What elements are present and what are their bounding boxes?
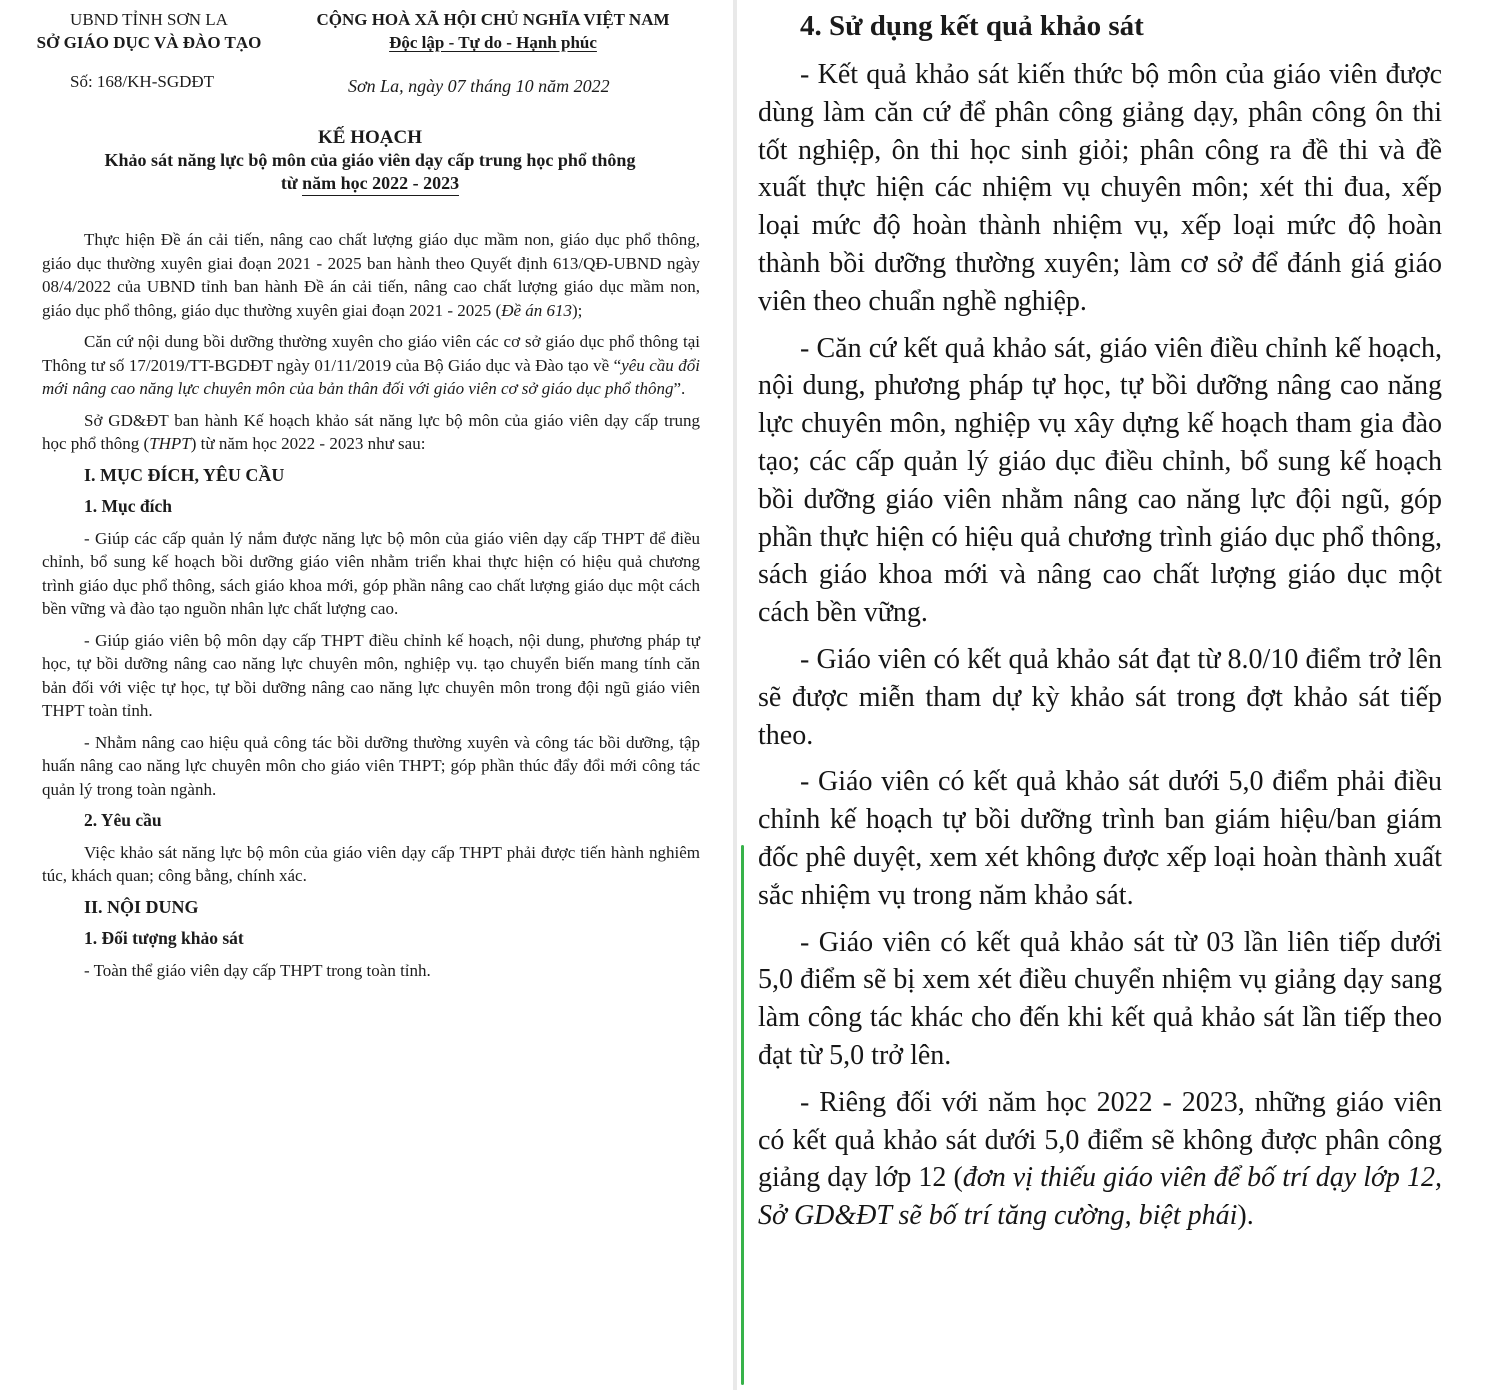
usage-paragraph-2: - Căn cứ kết quả khảo sát, giáo viên điều chỉnh kế hoạch, nội dung, phương pháp tự học, tự bồi dưỡng nâng cao năng lực chuyên môn, nghiệp vụ xây dựng kế hoạch tham gia đào tạo; các cấp quản lý giáo dục điều chỉnh, bổ sung kế hoạch bồi dưỡng giáo viên nhằm nâng cao năng lực đội ngũ, góp phần thực hiện có hiệu quả chương trình giáo dục phổ thông, sách giáo khoa mới và nâng cao chất lượng giáo dục một cách bền vững. (758, 332, 1442, 629)
intro-paragraph-1 (42, 228, 700, 322)
results-usage-heading: 4. Sử dụng kết quả khảo sát (800, 10, 1144, 42)
subsection-requirement: 2. Yêu cầu (84, 810, 162, 830)
intro-1-text: Thực hiện Đề án cải tiến, nâng cao chất lượng giáo dục mầm non, giáo dục phổ thông, giáo dục thường xuyên giai đoạn 2021 - 2025 ban hành theo Quyết định 613/QĐ-UBND ngày 08/4/2022 của UBND tỉnh ban hành Đề án cải tiến, nâng cao chất lượng giáo dục mầm non, giáo dục phổ thông, giáo dục thường xuyên giai đoạn 2021 - 2025 ( (42, 230, 700, 320)
left-body-text (42, 228, 700, 990)
usage-paragraph-6 (758, 1084, 1442, 1235)
document-date: Sơn La, ngày 07 tháng 10 năm 2022 (348, 76, 610, 96)
usage-paragraph-5: - Giáo viên có kết quả khảo sát từ 03 lần liên tiếp dưới 5,0 điểm sẽ bị xem xét điều chuyển nhiệm vụ giảng dạy sang làm công tác khác cho đến khi kết quả khảo sát lần tiếp theo đạt từ 5,0 trở lên. (758, 926, 1442, 1071)
national-header (288, 8, 698, 54)
usage-paragraph-4: - Giáo viên có kết quả khảo sát dưới 5,0 điểm phải điều chỉnh kế hoạch tự bồi dưỡng trình ban giám hiệu/ban giám đốc phê duyệt, xem xét không được xếp loại hoàn thành xuất sắc nhiệm vụ trong năm khảo sát. (758, 766, 1442, 911)
intro-3-end: ) từ năm học 2022 - 2023 như sau: (190, 434, 426, 453)
requirement-text: Việc khảo sát năng lực bộ môn của giáo viên dạy cấp THPT phải được tiến hành nghiêm túc, khách quan; công bằng, chính xác. (42, 842, 700, 885)
purpose-item-3: - Nhằm nâng cao hiệu quả công tác bồi dưỡng thường xuyên và công tác bồi dưỡng, tập huấn nâng cao năng lực chuyên môn cho giáo viên THPT; góp phần thúc đẩy đổi mới công tác quản lý trong toàn ngành. (42, 732, 700, 799)
right-body-text (758, 56, 1442, 1244)
green-annotation-line (741, 845, 744, 1385)
document-number: Số: 168/KH-SGDĐT (70, 72, 215, 91)
issuer-dept: SỞ GIÁO DỤC VÀ ĐÀO TẠO (36, 33, 262, 52)
purpose-item-1: - Giúp các cấp quản lý nắm được năng lực bộ môn của giáo viên dạy cấp THPT để điều chỉnh, bổ sung kế hoạch bồi dưỡng giáo viên nhằm triển khai thực hiện có hiệu quả chương trình giáo dục phổ thông, sách giáo khoa mới, góp phần nâng cao chất lượng giáo dục một cách bền vững và đào tạo nguồn nhân lực chất lượng cao. (42, 528, 700, 618)
intro-1-end: ); (572, 300, 583, 320)
usage-paragraph-3: - Giáo viên có kết quả khảo sát đạt từ 8.0/10 điểm trở lên sẽ được miễn tham dự kỳ khảo sát trong đợt khảo sát tiếp theo. (758, 643, 1442, 751)
intro-1-italic: Đề án 613 (501, 300, 573, 320)
national-motto: Độc lập - Tự do - Hạnh phúc (389, 33, 597, 52)
issuer-org: UBND TỈNH SƠN LA (70, 10, 228, 29)
intro-2-italic: yêu cầu đổi mới nâng cao năng lực chuyên môn của bản thân đối với giáo viên cơ sở giáo dục phổ thông (42, 355, 701, 398)
intro-3-text: Sở GD&ĐT ban hành Kế hoạch khảo sát năng lực bộ môn của giáo viên dạy cấp trung học phổ thông ( (42, 410, 700, 453)
issuer-header (24, 8, 274, 54)
usage-paragraph-1: - Kết quả khảo sát kiến thức bộ môn của giáo viên được dùng làm căn cứ để phân công giảng dạy, phân công ôn thi tốt nghiệp, ôn thi học sinh giỏi; phân công ra đề thi và đề xuất thực hiện các nhiệm vụ chuyên môn; xét thi đua, xếp loại mức độ hoàn thành nhiệm vụ, xếp loại mức độ hoàn thành bồi dưỡng thường xuyên; làm cơ sở để đánh giá giáo viên theo chuẩn nghề nghiệp. (758, 59, 1442, 317)
para-6-text: - Riêng đối với năm học 2022 - 2023, những giáo viên có kết quả khảo sát dưới 5,0 điểm sẽ không được phân công giảng dạy lớp 12 ( (758, 1086, 1442, 1194)
document-title: KẾ HOẠCH (318, 127, 422, 148)
intro-2-end: ”. (673, 379, 686, 398)
intro-paragraph-3 (42, 409, 700, 456)
school-year: năm học 2022 - 2023 (302, 173, 459, 196)
document-subtitle-year (40, 172, 700, 195)
country-name: CỘNG HOÀ XÃ HỘI CHỦ NGHĨA VIỆT NAM (316, 10, 670, 29)
section-heading-2: II. NỘI DUNG (84, 896, 199, 917)
para-6-italic: đơn vị thiếu giáo viên để bố trí dạy lớp 12, Sở GD&ĐT sẽ bố trí tăng cường, biệt phái (758, 1162, 1442, 1232)
section-heading-1: I. MỤC ĐÍCH, YÊU CẦU (84, 464, 285, 485)
page-divider (733, 0, 737, 1390)
intro-paragraph-2 (42, 330, 700, 401)
intro-3-italic: THPT (149, 434, 191, 453)
target-text: - Toàn thể giáo viên dạy cấp THPT trong toàn tỉnh. (84, 960, 431, 980)
subtitle-prefix: từ (280, 173, 303, 193)
purpose-item-2: - Giúp giáo viên bộ môn dạy cấp THPT điều chỉnh kế hoạch, nội dung, phương pháp tự học, tự bồi dưỡng nâng cao năng lực chuyên môn, nghiệp vụ. tạo chuyển biến mang tính căn bản đối với việc tự học, tự bồi dưỡng nâng cao năng lực chuyên môn trong đội ngũ giáo viên THPT toàn tỉnh. (42, 630, 700, 720)
para-6-end: ). (1237, 1200, 1254, 1232)
document-subtitle: Khảo sát năng lực bộ môn của giáo viên dạy cấp trung học phổ thông (104, 150, 636, 170)
document-title-block (40, 126, 700, 195)
intro-2-text: Căn cứ nội dung bồi dưỡng thường xuyên cho giáo viên các cơ sở giáo dục phổ thông tại Thông tư số 17/2019/TT-BGDĐT ngày 01/11/2019 của Bộ Giáo dục và Đào tạo về “ (42, 332, 700, 375)
subsection-purpose: 1. Mục đích (84, 496, 172, 516)
subsection-target: 1. Đối tượng khảo sát (84, 928, 244, 948)
